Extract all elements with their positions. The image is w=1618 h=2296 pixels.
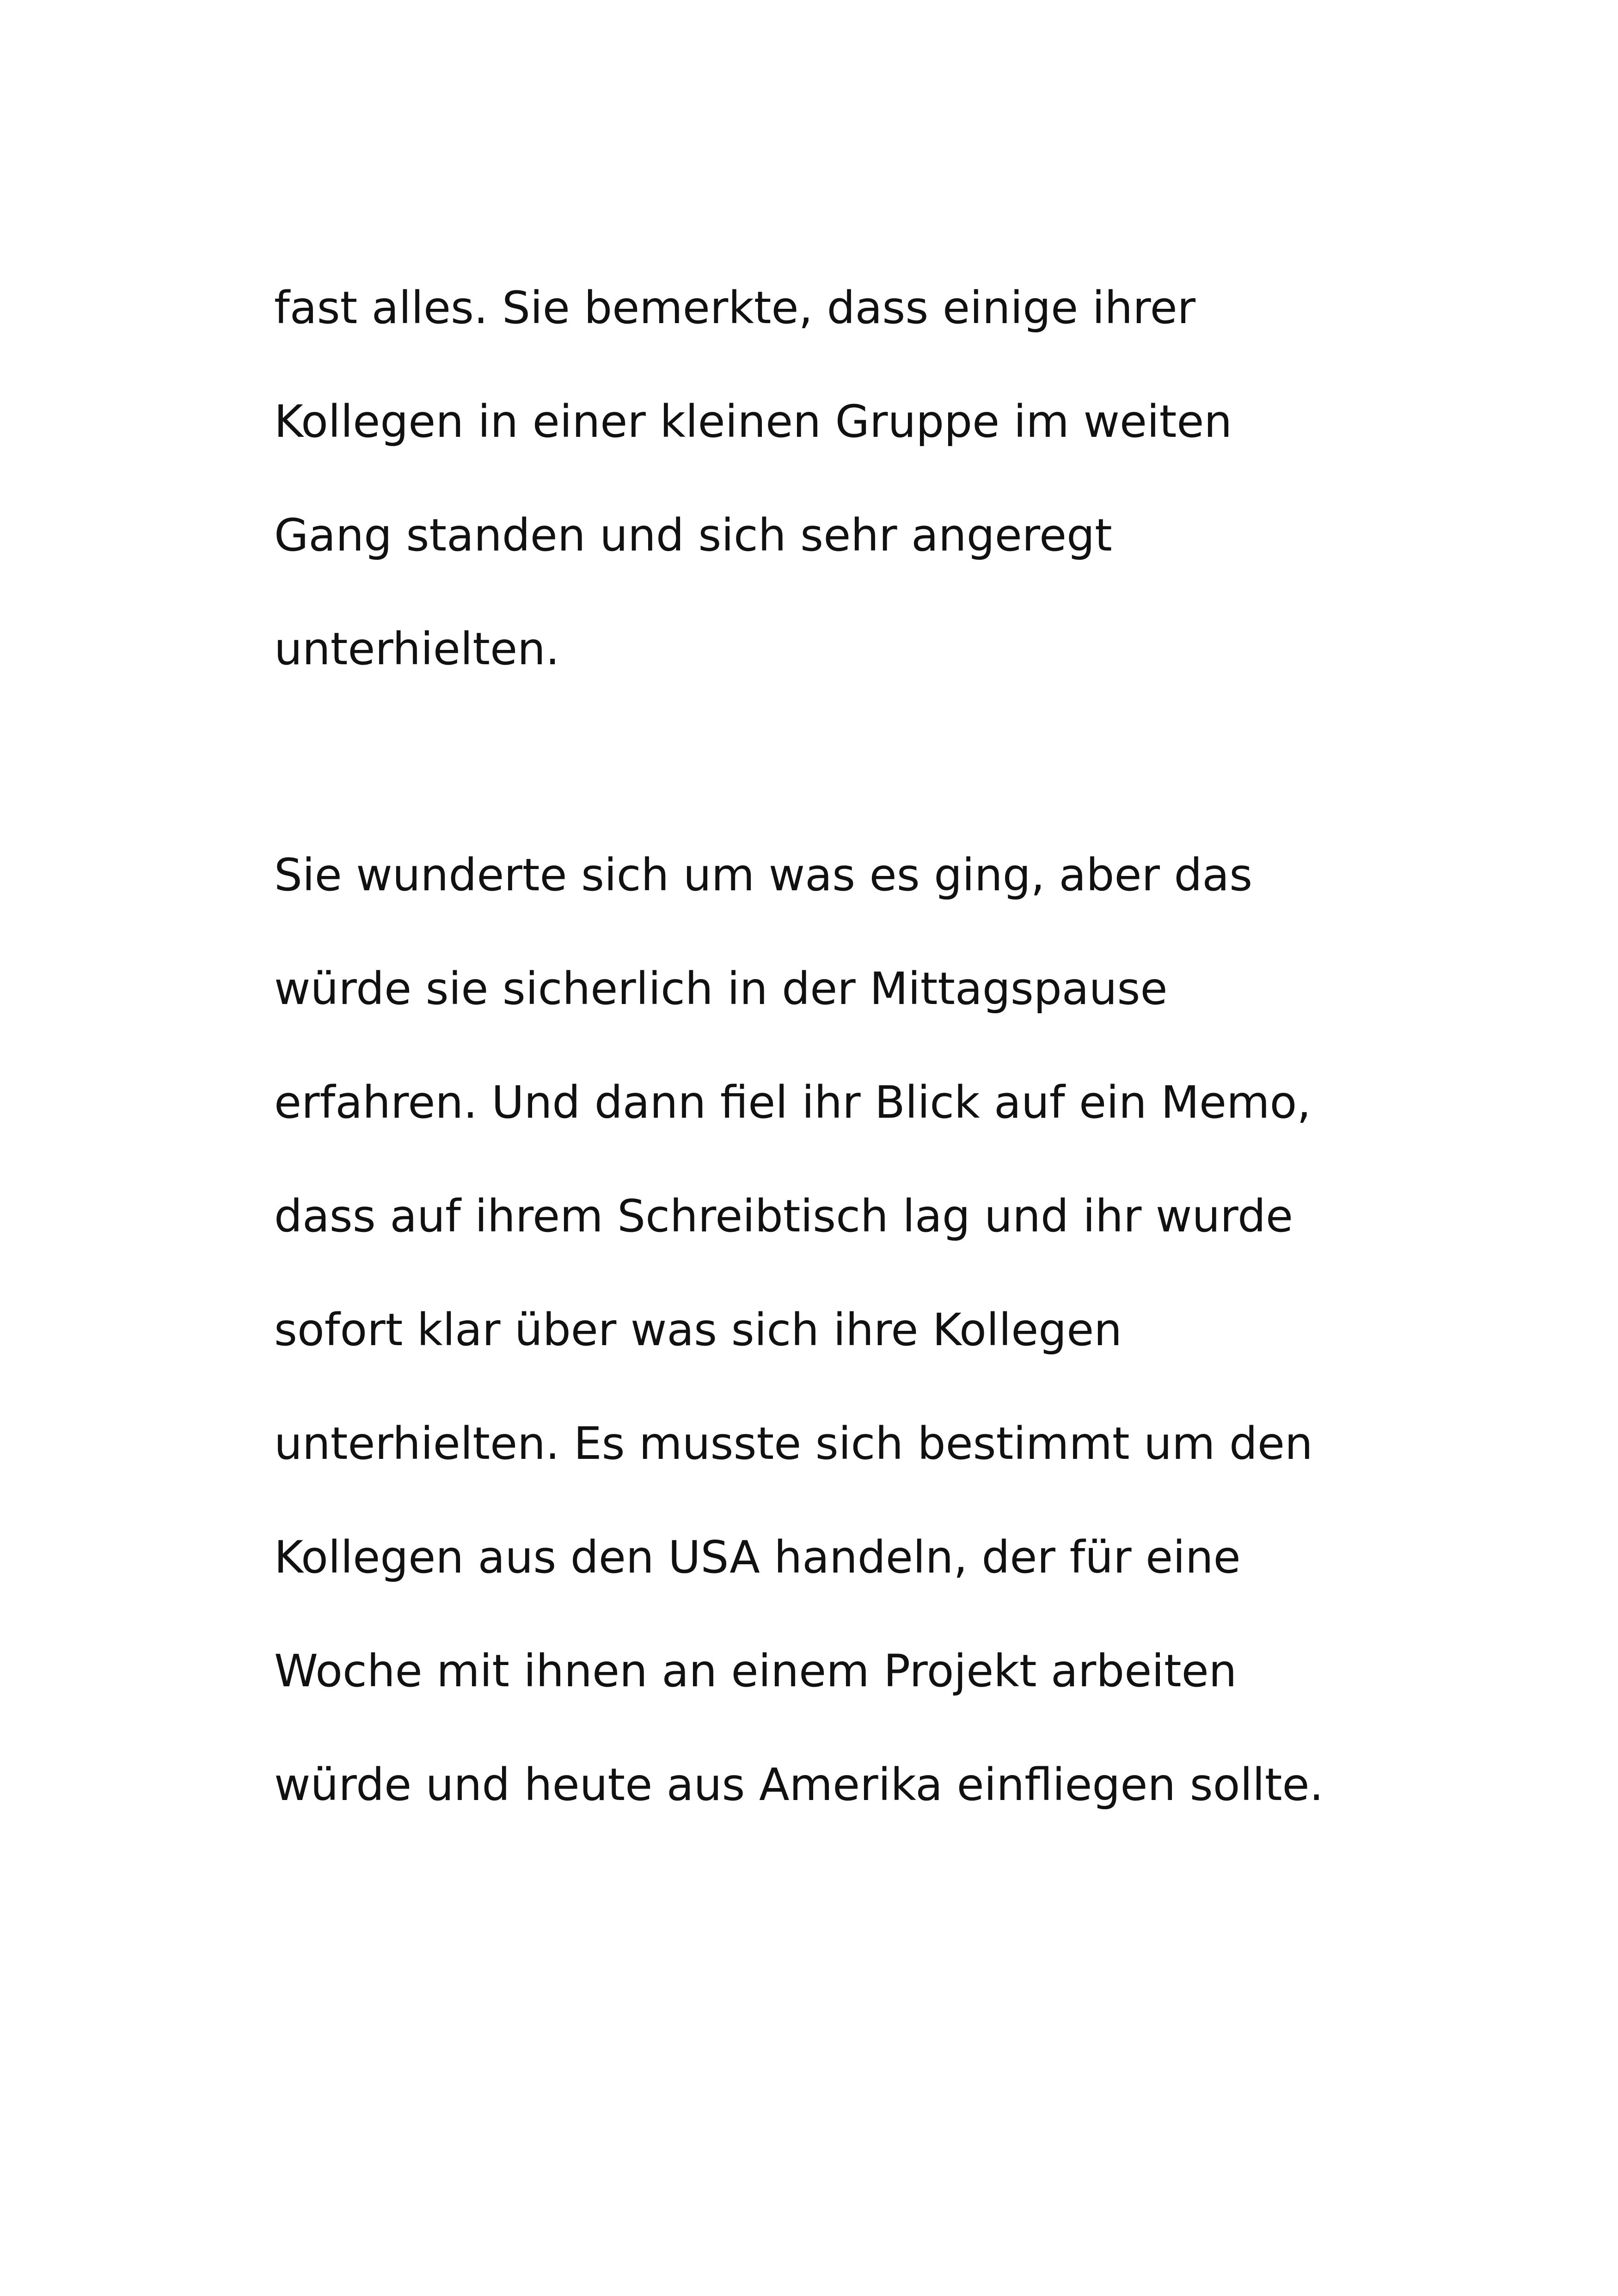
paragraph-line: Kollegen in einer kleinen Gruppe im weiten [274, 396, 1232, 447]
paragraph-line: Gang standen und sich sehr angeregt [274, 509, 1112, 561]
paragraph-line: Woche mit ihnen an einem Projekt arbeiten [274, 1645, 1237, 1697]
paragraph-line: dass auf ihrem Schreibtisch lag und ihr wurde [274, 1190, 1293, 1242]
paragraph-line: Kollegen aus den USA handeln, der für eine [274, 1531, 1241, 1583]
paragraph-line: unterhielten. [274, 623, 560, 675]
paragraph-line: würde und heute aus Amerika einfliegen sollte. [274, 1759, 1324, 1811]
paragraph-line: fast alles. Sie bemerkte, dass einige ihrer [274, 282, 1196, 334]
paragraph-line: unterhielten. Es musste sich bestimmt um den [274, 1418, 1313, 1469]
paragraph-1 [274, 251, 1384, 706]
paragraph-line: sofort klar über was sich ihre Kollegen [274, 1304, 1122, 1356]
paragraph-line: würde sie sicherlich in der Mittagspause [274, 963, 1168, 1015]
paragraph-line: erfahren. Und dann fiel ihr Blick auf ein Memo, [274, 1077, 1311, 1128]
paragraph-2 [274, 818, 1384, 1842]
paragraph-line: Sie wunderte sich um was es ging, aber das [274, 849, 1253, 901]
